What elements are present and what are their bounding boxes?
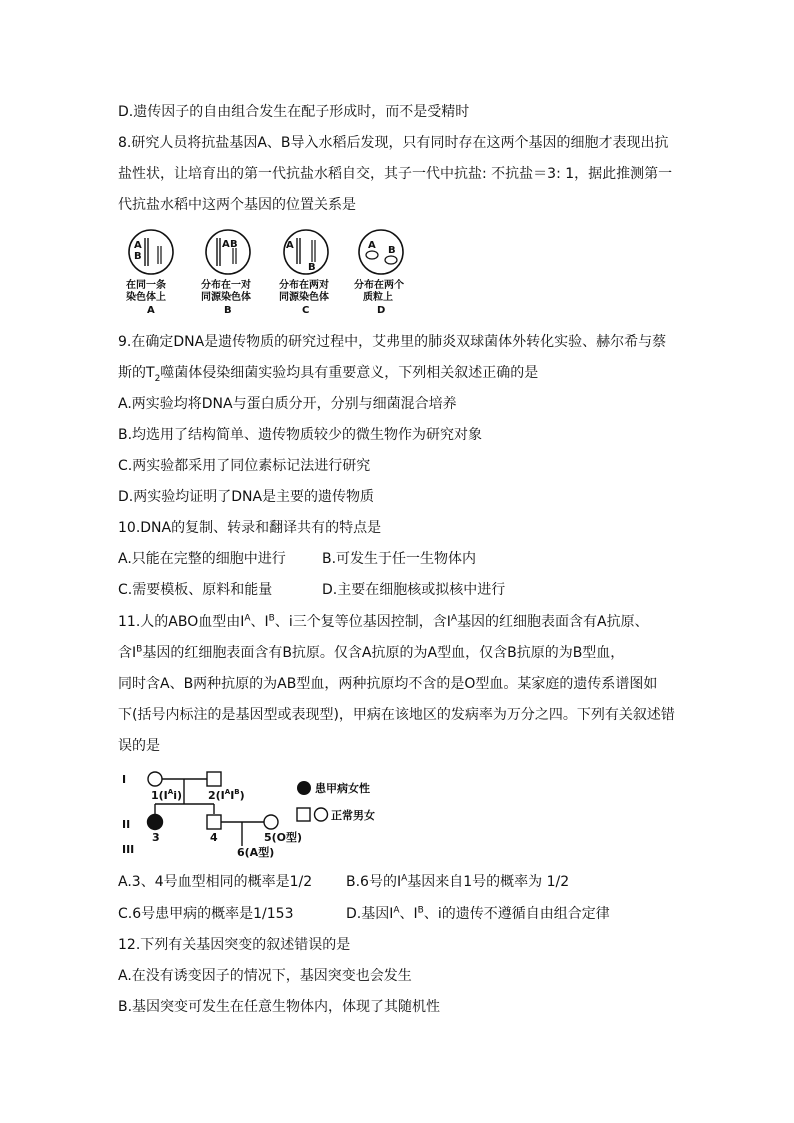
q8-cell-a: [126, 230, 173, 316]
q8-cell-a-gene-a: A: [134, 240, 142, 251]
individual-6-label: 6(A型): [237, 846, 275, 859]
generation-i-label: I: [122, 773, 127, 786]
q11-line-1-part-3: 、i三个复等位基因控制，含I: [274, 614, 451, 630]
q9-option-d: D.两实验均证明了DNA是主要的遗传物质: [118, 489, 375, 505]
q11-line-1-part-2: 、I: [250, 614, 269, 630]
legend-normal-label: 正常男女: [331, 809, 375, 822]
q11-sup-a-2: A: [450, 613, 458, 624]
q12-option-b: B.基因突变可发生在任意生物体内，体现了其随机性: [118, 999, 441, 1015]
q8-cell-a-caption-2: 染色体上: [126, 292, 166, 303]
q11-option-b-part-2: 基因来自1号的概率为 1/2: [407, 874, 570, 890]
q8-cell-a-caption-1: 在同一条: [126, 280, 166, 291]
q8-figure: [118, 226, 418, 318]
individual-5-label: 5(O型): [264, 831, 303, 844]
q11-option-d-part-1: D.基因I: [346, 906, 394, 922]
q8-cell-b-caption-1: 分布在一对: [201, 280, 251, 291]
individual-5: [264, 815, 278, 829]
q9-phage-subscript: 2: [154, 373, 161, 384]
q9-stem-line-2: [118, 363, 538, 383]
q8-stem-line-2: 盐性状，让培育出的第一代抗盐水稻自交，其子一代中抗盐: 不抗盐＝3: 1，据此推测第一: [118, 166, 673, 182]
q8-cell-d-letter: D: [377, 305, 386, 316]
q11-option-d-sup-a: A: [393, 905, 400, 916]
q11-option-d-part-3: 、i的遗传不遵循自由组合定律: [423, 906, 610, 922]
q11-option-d-sup-b: B: [417, 905, 424, 916]
q8-stem-line-1: 8.研究人员将抗盐基因A、B导入水稻后发现，只有同时存在这两个基因的细胞才表现出抗: [118, 135, 669, 151]
q11-line-1-part-4: 基因的红细胞表面含有A抗原、: [457, 614, 649, 630]
q11-line-2-part-2: 基因的红细胞表面含有B抗原。仅含A抗原的为A型血，仅含B抗原的为B型血，: [142, 645, 625, 661]
individual-3: [148, 815, 163, 830]
q9-option-c: C.两实验都采用了同位素标记法进行研究: [118, 458, 371, 474]
individual-2-label: $2(I^AI^B)$: [208, 788, 245, 802]
q8-cell-a-letter: A: [147, 305, 155, 316]
q11-sup-b-2: B: [136, 644, 143, 655]
q8-cell-c-letter: C: [302, 305, 310, 316]
q8-cell-c-gene-b: B: [308, 262, 316, 273]
individual-1-label: $1(I^Ai)$: [151, 788, 183, 802]
q8-cell-d-caption-1: 分布在两个: [354, 280, 404, 291]
q11-option-d-part-2: 、I: [399, 906, 418, 922]
q8-cell-d-gene-b: B: [388, 245, 396, 256]
q11-option-b-part-1: B.6号的I: [346, 874, 402, 890]
q11-stem-line-3: 同时含A、B两种抗原的为AB型血，两种抗原均不含的是O型血。某家庭的遗传系谱图如: [118, 676, 658, 692]
q11-option-a: A.3、4号血型相同的概率是1/2: [118, 874, 313, 890]
q8-cell-d-caption-2: 质粒上: [363, 292, 393, 303]
q10-stem: 10.DNA的复制、转录和翻译共有的特点是: [118, 520, 382, 536]
q7-option-d: D.遗传因子的自由组合发生在配子形成时，而不是受精时: [118, 104, 470, 120]
q10-option-a: A.只能在完整的细胞中进行: [118, 551, 286, 567]
q9-stem-line-2-end: 噬菌体侵染细菌实验均具有重要意义，下列相关叙述正确的是: [160, 365, 539, 381]
q8-cell-b-letter: B: [224, 305, 232, 316]
generation-ii-label: II: [122, 818, 131, 831]
q10-option-b: B.可发生于任一生物体内: [322, 551, 477, 567]
q11-option-d: [346, 904, 610, 924]
q11-sup-a: A: [244, 613, 251, 624]
q11-stem-line-2: [118, 643, 624, 663]
individual-4: [207, 815, 221, 829]
q11-stem-line-5: 误的是: [118, 738, 160, 754]
q11-stem-line-4: 下(括号内标注的是基因型或表现型)，甲病在该地区的发病率为万分之四。下列有关叙述错: [118, 707, 675, 723]
q8-cell-c-caption-2: 同源染色体: [279, 292, 329, 303]
q9-stem-line-1: 9.在确定DNA是遗传物质的研究过程中，艾弗里的肺炎双球菌体外转化实验、赫尔希与蔡: [118, 334, 667, 350]
q8-cell-b-gene-b: B: [230, 239, 238, 250]
q12-stem: 12.下列有关基因突变的叙述错误的是: [118, 937, 351, 953]
q10-option-d: D.主要在细胞核或拟核中进行: [322, 582, 506, 598]
q9-option-a: A.两实验均将DNA与蛋白质分开，分别与细菌混合培养: [118, 396, 457, 412]
q11-pedigree: [118, 766, 408, 860]
legend-affected-female-label: 患甲病女性: [315, 782, 370, 795]
q9-option-b: B.均选用了结构简单、遗传物质较少的微生物作为研究对象: [118, 427, 483, 443]
q11-sup-b: B: [268, 613, 275, 624]
q11-option-b-sup: A: [401, 873, 408, 884]
individual-4-label: 4: [210, 831, 218, 844]
q9-stem-line-2-start: 斯的T: [118, 365, 155, 381]
q8-cell-b: [201, 230, 251, 316]
q8-cell-c: [279, 230, 329, 316]
generation-iii-label: III: [122, 843, 135, 856]
legend-normal-female-icon: [315, 808, 328, 821]
q8-cell-a-gene-b: B: [134, 251, 142, 262]
q8-stem-line-3: 代抗盐水稻中这两个基因的位置关系是: [118, 197, 356, 213]
q11-option-b: [346, 872, 569, 892]
q11-line-2-part-1: 含I: [118, 645, 137, 661]
q11-line-1-part-1: 11.人的ABO血型由I: [118, 614, 245, 630]
q11-stem-line-1: [118, 612, 649, 632]
legend-affected-female-icon: [297, 781, 311, 795]
legend-normal-male-icon: [297, 808, 310, 821]
q8-cell-b-caption-2: 同源染色体: [201, 292, 251, 303]
q11-option-c: C.6号患甲病的概率是1/153: [118, 906, 294, 922]
q8-cell-d: [354, 230, 404, 316]
q8-cell-c-gene-a: A: [286, 240, 294, 251]
q8-cell-b-gene-a: A: [222, 239, 230, 250]
individual-1: [148, 772, 162, 786]
individual-2: [207, 772, 221, 786]
q10-option-c: C.需要模板、原料和能量: [118, 582, 273, 598]
q8-cell-d-gene-a: A: [368, 240, 376, 251]
individual-3-label: 3: [152, 831, 160, 844]
q8-cell-c-caption-1: 分布在两对: [279, 280, 329, 291]
q12-option-a: A.在没有诱变因子的情况下，基因突变也会发生: [118, 968, 412, 984]
